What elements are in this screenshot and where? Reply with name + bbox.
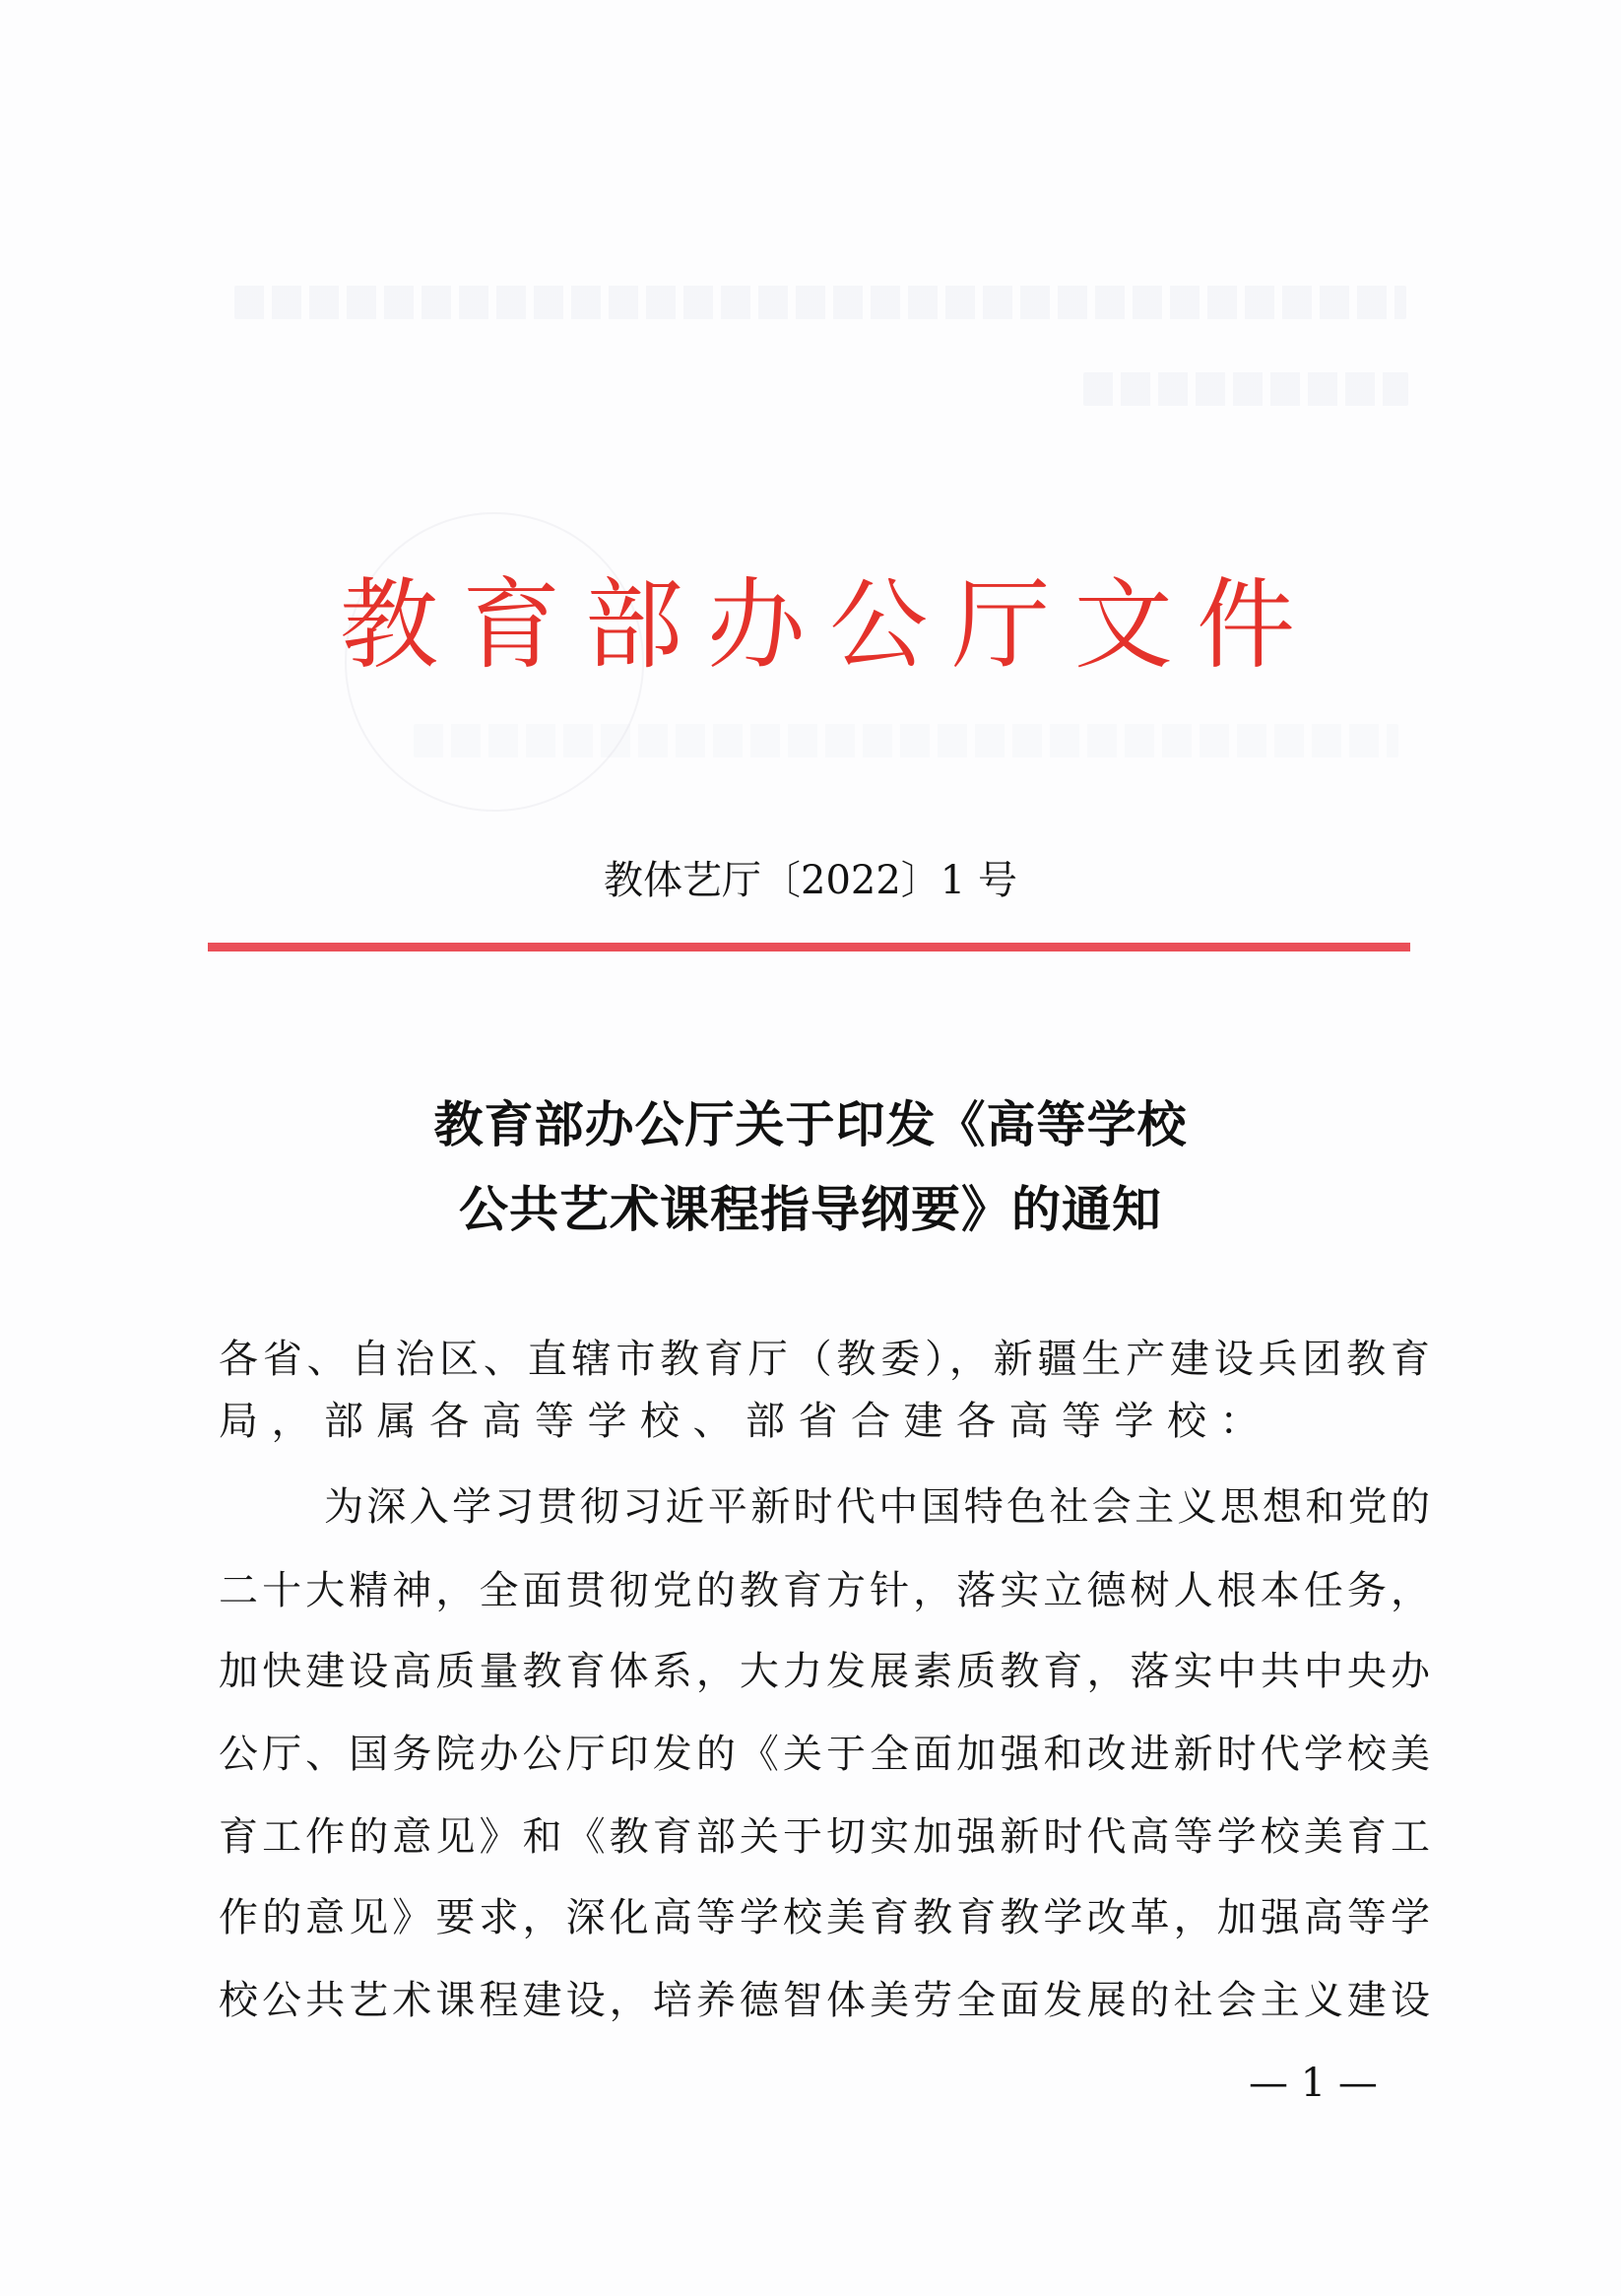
body-line: 公厅、国务院办公厅印发的《关于全面加强和改进新时代学校美 — [219, 1732, 1430, 1777]
masthead-char: 文 — [1073, 567, 1173, 683]
notice-title-line-1: 教育部办公厅关于印发《高等学校 — [433, 1096, 1188, 1153]
body-line: 育工作的意见》和《教育部关于切实加强新时代高等学校美育工 — [219, 1814, 1430, 1860]
show-through-line — [234, 286, 1406, 319]
addressee-line-2: 局，部属各高等学校、部省合建各高等学校： — [219, 1399, 1272, 1444]
masthead-char: 教 — [340, 567, 438, 683]
page-number: — 1 — — [1249, 2061, 1378, 2106]
body-line: 二十大精神，全面贯彻党的教育方针，落实立德树人根本任务， — [219, 1568, 1430, 1613]
notice-title-line-2: 公共艺术课程指导纲要》的通知 — [459, 1181, 1162, 1238]
masthead-char: 公 — [829, 567, 929, 683]
masthead-char: 厅 — [951, 567, 1051, 683]
masthead-char: 件 — [1196, 567, 1295, 683]
addressee-line-1: 各省、自治区、直辖市教育厅（教委），新疆生产建设兵团教育 — [219, 1337, 1430, 1382]
show-through-line — [1083, 372, 1408, 406]
body-line: 加快建设高质量教育体系，大力发展素质教育，落实中共中央办 — [219, 1649, 1430, 1694]
red-separator-rule — [208, 943, 1410, 951]
body-line: 为深入学习贯彻习近平新时代中国特色社会主义思想和党的 — [324, 1484, 1430, 1530]
body-line: 作的意见》要求，深化高等学校美育教育教学改革，加强高等学 — [219, 1895, 1430, 1940]
masthead-char: 育 — [462, 567, 561, 683]
show-through-line — [414, 724, 1398, 757]
masthead-title — [335, 566, 1300, 685]
body-line: 校公共艺术课程建设，培养德智体美劳全面发展的社会主义建设 — [219, 1978, 1430, 2023]
masthead-char: 部 — [584, 567, 683, 683]
masthead-char: 办 — [706, 567, 806, 683]
document-number: 教体艺厅〔2022〕1 号 — [604, 858, 1017, 903]
